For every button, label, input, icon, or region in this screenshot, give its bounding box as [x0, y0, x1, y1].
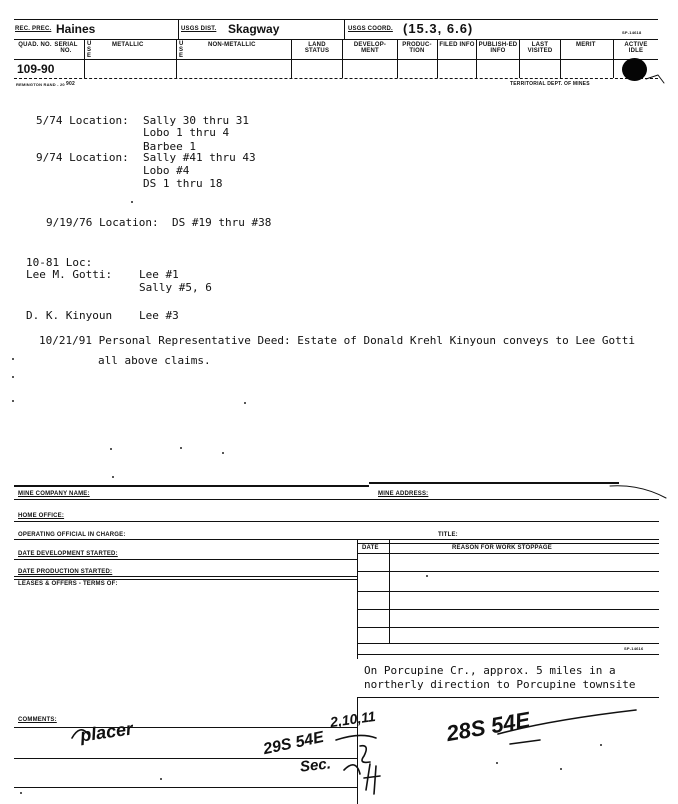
column-divider — [291, 39, 292, 78]
deed-line: 10/21/91 Personal Representative Deed: Estate of Donald Krehl Kinyoun conveys to Lee Gotti — [39, 334, 636, 347]
claimant-name: Lee M. Gotti: — [26, 268, 113, 281]
home-office-label: HOME OFFICE: — [18, 513, 65, 519]
table-top-rule — [357, 543, 659, 544]
reason-column-header: REASON FOR WORK STOPPAGE — [452, 545, 552, 551]
speck — [112, 476, 114, 478]
claim-line: DS 1 thru 18 — [143, 177, 223, 190]
claim-line: Lee #1 — [139, 268, 179, 281]
column-divider — [613, 39, 614, 78]
table-bottom-rule — [357, 654, 659, 655]
form-number-top: SP-14618 — [622, 30, 642, 35]
territorial-label: TERRITORIAL DEPT. OF MINES — [510, 81, 590, 87]
column-divider — [176, 39, 177, 78]
row-rule — [14, 727, 357, 728]
claim-line: Sally 30 thru 31 — [143, 114, 249, 127]
speck — [222, 452, 224, 454]
handwriting-stroke — [70, 720, 130, 740]
speck — [12, 376, 14, 378]
speck — [426, 575, 428, 577]
speck — [496, 762, 498, 764]
speck — [600, 744, 602, 746]
usgs-dist-value: Skagway — [228, 22, 280, 36]
header-bottom-rule — [14, 78, 658, 79]
header-top-rule — [14, 19, 658, 20]
column-divider — [519, 39, 520, 78]
quad-no-header: QUAD. NO. — [18, 42, 52, 48]
handwritten-date: 2,10,11 — [329, 707, 377, 731]
speck — [12, 358, 14, 360]
claim-line: Sally #41 thru 43 — [143, 151, 256, 164]
column-divider — [397, 39, 398, 78]
merit-header: MERIT — [576, 42, 596, 48]
margin-mark — [646, 73, 666, 85]
leases-label: LEASES & OFFERS - TERMS OF: — [18, 581, 118, 587]
table-row-rule — [357, 553, 659, 554]
column-divider — [560, 39, 561, 78]
claimant-name: D. K. Kinyoun — [26, 309, 113, 322]
claim-line: Sally #5, 6 — [139, 281, 212, 294]
header-row-rule — [14, 59, 658, 60]
handwritten-section: Sec. — [299, 755, 332, 776]
date-column-header: DATE — [362, 545, 379, 551]
speck — [180, 447, 182, 449]
usgs-dist-label: USGS DIST. — [181, 26, 217, 32]
speck — [244, 402, 246, 404]
header-mid-rule — [14, 39, 658, 40]
column-divider — [476, 39, 477, 78]
title-label: TITLE: — [438, 532, 458, 538]
published-info-header: PUBLISH-ED INFO — [478, 42, 518, 54]
speck — [110, 448, 112, 450]
metallic-code-letters: U S E — [87, 41, 92, 59]
speck — [20, 792, 22, 794]
operating-official-label: OPERATING OFFICIAL IN CHARGE: — [18, 532, 126, 538]
claim-line: Lobo 1 thru 4 — [143, 126, 230, 139]
claim-line: Lobo #4 — [143, 164, 190, 177]
filed-info-header: FILED INFO — [439, 42, 475, 48]
form-number-bottom: SP-14616 — [624, 646, 644, 651]
row-rule — [14, 787, 357, 788]
land-status-header: LAND STATUS — [304, 42, 330, 54]
row-rule — [14, 579, 357, 580]
remington-label: REMINGTON RAND - 20 — [16, 82, 65, 87]
usgs-coord-label: USGS COORD. — [348, 26, 393, 32]
column-divider — [437, 39, 438, 78]
development-header: DEVELOP-MENT — [353, 42, 387, 54]
speck — [131, 201, 133, 203]
header-divider — [344, 19, 345, 39]
lower-top-rule — [14, 485, 369, 487]
table-row-rule — [357, 627, 659, 628]
last-visited-header: LAST VISITED — [527, 42, 553, 54]
handwritten-township-left: 29S 54E — [261, 728, 326, 759]
header-divider — [178, 19, 179, 39]
metallic-header: METALLIC — [112, 42, 144, 48]
mine-company-name-label: MINE COMPANY NAME: — [18, 491, 90, 497]
location-label: 5/74 Location: — [36, 114, 129, 127]
claim-line: DS #19 thru #38 — [172, 216, 272, 229]
date-production-label: DATE PRODUCTION STARTED: — [18, 569, 113, 575]
location-note: On Porcupine Cr., approx. 5 miles in a — [364, 664, 616, 677]
handwritten-placer: placer — [78, 718, 135, 746]
lower-top-rule — [369, 482, 619, 484]
row-rule — [14, 559, 357, 560]
date-development-label: DATE DEVELOPMENT STARTED: — [18, 551, 118, 557]
handwriting-stroke — [330, 720, 390, 800]
row-rule — [357, 697, 659, 698]
production-header: PRODUC-TION — [402, 42, 432, 54]
speck — [12, 400, 14, 402]
deed-line: all above claims. — [98, 354, 211, 367]
table-left-rule — [357, 539, 358, 659]
serial-no-header: SERIAL NO. — [54, 42, 78, 54]
active-status-dot — [622, 58, 647, 81]
speck — [160, 778, 162, 780]
handwritten-township-right: 28S 54E — [444, 706, 532, 747]
usgs-coord-value: (15.3, 6.6) — [403, 21, 474, 36]
record-number: 109-90 — [17, 62, 55, 76]
row-rule — [14, 539, 659, 540]
column-divider — [84, 39, 85, 78]
margin-mark — [610, 480, 670, 500]
table-row-rule — [357, 609, 659, 610]
rec-prec-label: REC. PREC. — [15, 26, 52, 32]
table-row-rule — [357, 571, 659, 572]
claim-line: Lee #3 — [139, 309, 179, 322]
table-row-rule — [357, 591, 659, 592]
row-rule — [14, 499, 659, 500]
handwriting-stroke — [440, 706, 640, 746]
mine-address-label: MINE ADDRESS: — [378, 491, 429, 497]
comments-label: COMMENTS: — [18, 717, 57, 723]
location-note: northerly direction to Porcupine townsite — [364, 678, 636, 691]
column-divider — [342, 39, 343, 78]
table-row-rule — [357, 643, 659, 644]
non-metallic-header: NON-METALLIC — [208, 42, 256, 48]
remington-code: 902 — [66, 81, 75, 87]
row-rule — [14, 576, 357, 577]
active-idle-header: ACTIVE IDLE — [624, 42, 648, 54]
speck — [560, 768, 562, 770]
rec-prec-value: Haines — [56, 22, 96, 36]
row-rule — [14, 521, 659, 522]
location-label: 9/19/76 Location: — [46, 216, 159, 229]
claim-line: Barbee 1 — [143, 140, 196, 153]
location-label: 9/74 Location: — [36, 151, 129, 164]
location-label: 10-81 Loc: — [26, 256, 93, 269]
non-metallic-code-letters: U S E — [179, 41, 184, 59]
